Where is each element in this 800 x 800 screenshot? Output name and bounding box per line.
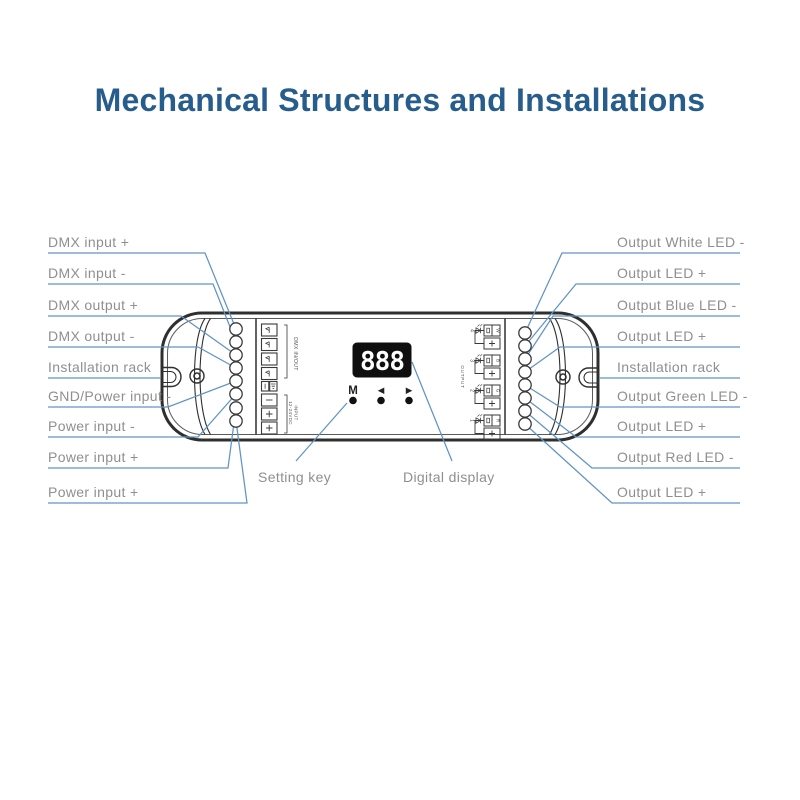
power-port-label-line2: 12-24VDC xyxy=(287,401,293,425)
label-dmx-output-minus: DMX output - xyxy=(48,328,135,344)
output-port-label: OUTPUT xyxy=(460,365,465,389)
digital-display xyxy=(353,343,411,377)
label-output-white-led-minus: Output White LED - xyxy=(617,234,745,250)
dmx-port-label: DMX IN/OUT xyxy=(292,337,298,371)
label-output-led-plus-3: Output LED + xyxy=(617,418,707,434)
label-dmx-output-plus: DMX output + xyxy=(48,297,139,313)
label-installation-rack-left: Installation rack xyxy=(48,359,152,375)
svg-text:R: R xyxy=(495,418,501,423)
label-output-led-plus-2: Output LED + xyxy=(617,328,707,344)
mode-key-label: M xyxy=(348,385,358,397)
next-key-button xyxy=(405,397,413,405)
label-output-blue-led-minus: Output Blue LED - xyxy=(617,297,737,313)
svg-text:G: G xyxy=(495,388,501,393)
label-output-red-led-minus: Output Red LED - xyxy=(617,449,734,465)
svg-text:4: 4 xyxy=(468,329,475,332)
label-gnd-power-input-minus: GND/Power input - xyxy=(48,388,172,404)
svg-text:3: 3 xyxy=(468,359,475,362)
label-power-input-plus-2: Power input + xyxy=(48,484,139,500)
label-installation-rack-right: Installation rack xyxy=(617,359,721,375)
display-value: 888 xyxy=(360,347,404,377)
label-dmx-input-minus: DMX input - xyxy=(48,265,126,281)
label-setting-key: Setting key xyxy=(258,469,332,485)
power-port-label-line1: INPUT xyxy=(293,405,299,421)
label-digital-display: Digital display xyxy=(403,469,495,485)
page-title: Mechanical Structures and Installations xyxy=(94,82,706,118)
next-key-icon: ▶ xyxy=(405,386,413,396)
label-output-green-led-minus: Output Green LED - xyxy=(617,388,748,404)
svg-text:1: 1 xyxy=(468,419,475,422)
label-power-input-plus-1: Power input + xyxy=(48,449,139,465)
svg-text:B: B xyxy=(495,358,501,363)
mode-key-button xyxy=(349,397,357,405)
svg-text:2: 2 xyxy=(468,389,475,392)
prev-key-button xyxy=(377,397,385,405)
prev-key-icon: ◀ xyxy=(377,386,385,396)
label-output-led-plus-4: Output LED + xyxy=(617,484,707,500)
label-dmx-input-plus: DMX input + xyxy=(48,234,130,250)
svg-text:W: W xyxy=(495,328,501,333)
label-output-led-plus-1: Output LED + xyxy=(617,265,707,281)
label-power-input-minus: Power input - xyxy=(48,418,136,434)
